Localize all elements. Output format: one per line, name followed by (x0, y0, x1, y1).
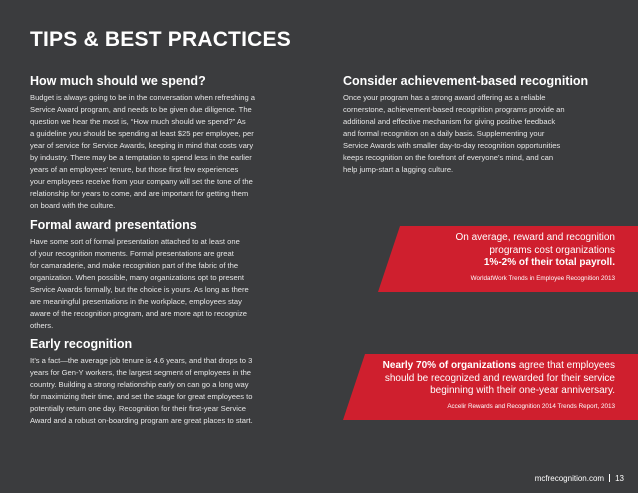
callout-line: beginning with their one-year anniversary. (430, 385, 615, 396)
body-line: others. (30, 321, 54, 330)
page-number: 13 (615, 474, 624, 483)
section-body-formal (30, 236, 296, 332)
body-line: country. Building a strong relationship early on can go a long way (30, 380, 249, 389)
body-line: for maximizing their time, and set the stage for great employees to (30, 392, 253, 401)
body-line: question we hear the most is, “How much should we spend?” As (30, 117, 246, 126)
body-line: Budget is always going to be in the conversation when refreshing a (30, 93, 255, 102)
callout-highlight: 1%-2% of their total payroll. (483, 257, 615, 268)
body-line: It’s a fact—the average job tenure is 4.6 years, and that drops to 3 (30, 356, 253, 365)
callout-line (365, 360, 615, 373)
section-achievement (343, 74, 615, 176)
body-line: years of an employees’ tenure, but those first few experiences (30, 165, 239, 174)
body-line: your employees receive from your company will set the tone of the (30, 177, 253, 186)
section-heading-spend: How much should we spend? (30, 74, 206, 88)
body-line: aware of the recognition program, and are more apt to recognize (30, 309, 247, 318)
section-body-spend (30, 92, 296, 212)
body-line: cornerstone, achievement-based recognition programs provide an (343, 105, 565, 114)
section-formal (30, 218, 296, 332)
section-spend (30, 74, 296, 212)
body-line: additional and effective mechanism for giving positive feedback (343, 117, 556, 126)
section-heading-early: Early recognition (30, 337, 133, 351)
body-line: on board with the culture. (30, 201, 116, 210)
body-line: for camaraderie, and make recognition part of the fabric of the (30, 261, 239, 270)
section-body-early (30, 355, 296, 427)
body-line: of your recognition moments. Formal presentations are great (30, 249, 234, 258)
body-line: keeps recognition on the forefront of everyone’s mind, and can (343, 153, 554, 162)
section-heading-achievement: Consider achievement-based recognition (343, 74, 589, 88)
body-line: Award and a robust on-boarding program are great places to start. (30, 416, 253, 425)
footer-site: mcfrecognition.com (534, 474, 605, 483)
body-line: years for Gen-Y workers, the largest segment of employees in the (30, 368, 252, 377)
callout-payroll (400, 226, 638, 292)
body-line: organization. When possible, many organizations opt to present (30, 273, 245, 282)
callout-line: On average, reward and recognition (455, 232, 615, 243)
body-line: a guideline you should be spending at least $25 per employee, per (30, 129, 254, 138)
page-footer (535, 474, 624, 483)
body-line: year of service for Service Awards, keeping in mind that costs vary (30, 141, 254, 150)
body-line: Service Awards with smaller day-to-day recognition opportunities (343, 141, 561, 150)
body-line: relationship for years to come, and are important for getting them (30, 189, 249, 198)
callout-source: WorldatWork Trends in Employee Recognition 2013 (470, 274, 615, 282)
body-line: help jump-start a lagging culture. (343, 165, 454, 174)
body-line: Once your program has a strong award offering as a reliable (343, 93, 546, 102)
footer-divider (609, 474, 610, 482)
body-line: Service Awards formally, but the choice is yours. As long as there (30, 285, 249, 294)
body-line: Have some sort of formal presentation attached to at least one (30, 237, 240, 246)
callout-text: agree that employees (516, 360, 615, 371)
body-line: by industry. There may be a temptation to spend less in the earlier (30, 153, 252, 162)
body-line: and formal recognition on a daily basis. Supplementing your (343, 129, 545, 138)
section-early (30, 337, 296, 427)
callout-seventy (365, 354, 638, 420)
callout-source: Accelir Rewards and Recognition 2014 Trends Report, 2013 (447, 402, 615, 410)
body-line: potentially return one day. Recognition for their first-year Service (30, 404, 246, 413)
page-title: TIPS & BEST PRACTICES (30, 28, 291, 51)
body-line: are meaningful presentations in the workplace, employees stay (30, 297, 242, 306)
section-heading-formal: Formal award presentations (30, 218, 197, 232)
section-body-achievement (343, 92, 615, 176)
callout-highlight: Nearly 70% of organizations (382, 360, 517, 371)
callout-line: programs cost organizations (489, 244, 615, 256)
body-line: Service Award program, and needs to be given due diligence. The (30, 105, 252, 114)
callout-line: should be recognized and rewarded for their service (384, 372, 615, 384)
